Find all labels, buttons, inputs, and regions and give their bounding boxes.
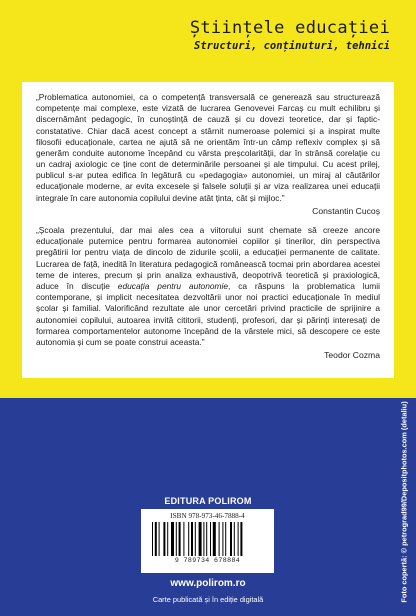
series-subtitle: Structuri, conținuturi, tehnici bbox=[194, 40, 390, 52]
isbn-text: ISBN 978-973-46-7888-4 bbox=[170, 512, 245, 520]
publisher-name: EDITURA POLIROM bbox=[164, 496, 252, 506]
quote-block-1 bbox=[36, 92, 380, 204]
barcode-bars bbox=[150, 522, 266, 556]
quote-author: Constantin Cucoș bbox=[312, 205, 380, 216]
quote-author: Teodor Cozma bbox=[324, 350, 380, 361]
quote-text: „Problematica autonomiei, ca o competență transversală ce generează sau structurează competențe mai complexe, este vizată de lucrarea Genovevei Farcaș cu mult echilibru și discernământ pedagogic, în cunoștință de cauză și cu dovezi teoretice, dar și faptic-constatative. Chiar dacă acest concept a stârnit numeroase polemici și a inspirat multe filosofii educaționale, cartea ne ajută să ne orientăm într-un câmp reflexiv complex și să generăm conduite autonome începând cu vârsta preșcolarității, dar în strânsă corelație cu un cadraj axiologic ce ține cont de determinările persoanei și ale timpului. Cu acest prilej, publicul s-ar putea edifica în legătură cu «pedagogia» autonomiei, un miraj al căutărilor educaționale moderne, ar evita excesele și falsele soluții și ar viza realizarea unei educații integrale în care autonomia copilului devine atât ținta, cât și mijloc.” bbox=[36, 92, 380, 203]
quote-text-part: , ca răspuns la problematica lumii contemporane, și implicit necesitatea dezvoltării unor noi practici educaționale în mediul școlar și familial. Valorificând rezultate ale unor cercetări privind practicile de sprijinire a autonomiei copilului, autoarea invită cititorii, studenți, profesori, dar și părinți interesați de formarea comportamentelor autonome începând de la vârstele mici, să descopere ce este autonomia și cum se poate construi aceasta.” bbox=[36, 281, 380, 347]
series-title: Științele educației bbox=[189, 18, 390, 38]
quote-italic-phrase: educația pentru autonomie bbox=[117, 281, 229, 291]
quote-text bbox=[36, 225, 380, 348]
publisher-website[interactable]: www.polirom.ro bbox=[170, 578, 246, 589]
edition-note: Carte publicată și în ediție digitală bbox=[152, 595, 264, 604]
photo-credit-text: Foto copertă: © petrograd99/Depositphotos.com (detaliu) bbox=[399, 401, 409, 603]
series-header bbox=[190, 18, 390, 52]
barcode-digits: 9 789734 678884 bbox=[174, 557, 241, 564]
barcode-box bbox=[141, 509, 274, 573]
quote-block-2 bbox=[36, 225, 380, 348]
quote-text-part: „Școala prezentului, dar mai ales cea a viitorului sunt chemate să creeze ancore educaționale puternice pentru formarea autonomiei copiilor și tinerilor, din perspectiva pregătirii lor pentru viața de dincolo de zidurile școlii, a educației permanente de calitate. Lucrarea de față, inedită în literatura pedagogică românească tocmai prin abordarea acestei teme de interes, precum și prin analiza exhaustivă, deopotrivă teoretică și praxiologică, aduce în discuție bbox=[36, 225, 380, 291]
text-panel bbox=[22, 82, 394, 378]
